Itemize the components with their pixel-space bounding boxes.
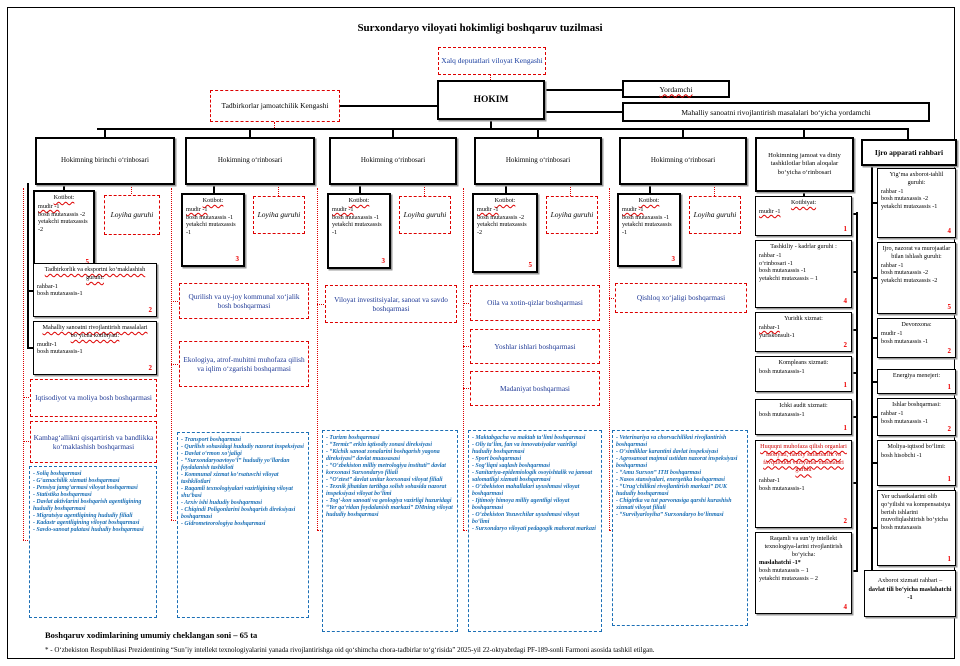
department-label: Ekologiya, atrof-muhitni muhofaza qilish va iqlim o‘zgarishi boshqarmasi <box>183 354 305 373</box>
organization-item: - Texnik jihatdan tartibga solish sohasida nazorat inspeksiyasi viloyat bo‘limi <box>326 483 447 497</box>
staff-line: bosh mutaxassis -1 <box>881 417 929 425</box>
connector-line <box>545 111 622 113</box>
organization-item: - “Termiz” erkin iqtisodiy zonasi direksiyasi <box>326 441 432 448</box>
kotibot-box-1 <box>33 190 95 270</box>
organization-item: - O‘zbekiston Yozuvchilar uyushmasi viloyat bo‘limi <box>472 511 580 525</box>
staff-line: yuriskonsult-1 <box>759 331 795 339</box>
entrepreneurs-council-label: Tadbirkorlar jamoatchilik Kengashi <box>221 101 329 111</box>
organization-item: - Turizm boshqarmasi <box>326 435 380 441</box>
staff-count: 3 <box>671 255 675 264</box>
staff-line: bosh mutaxassis-1 <box>37 290 83 298</box>
department-box <box>179 283 309 319</box>
organization-item: - Savdo-sanoat palatasi hududiy boshqarmasi <box>33 526 144 533</box>
department-label: Qurilish va uy-joy kommunal xo‘jalik bosh boshqarmasi <box>188 291 300 310</box>
box-title: Devonxona: <box>901 321 932 328</box>
connector-line <box>359 185 361 193</box>
department-box <box>30 421 157 463</box>
box-title: Ijro, nazorat va murojaatlar bilan ishlash guruhi: <box>882 245 951 260</box>
organization-item: - Davlat aktivlarini boshqarish agentligining hududiy boshqarmasi <box>33 498 142 512</box>
staff-line: bosh mutaxassis -2 <box>881 269 929 277</box>
connector-line <box>852 213 857 215</box>
connector-line <box>852 372 857 374</box>
box-title: Ichki audit xizmati: <box>779 402 828 409</box>
header-label: Hokimning o‘rinbosari <box>650 156 716 165</box>
energy-manager-box <box>877 369 956 394</box>
organization-item: - O‘zbekiston mahallalari uyushmasi viloyat boshqarmasi <box>472 483 580 497</box>
staff-line: bosh mutaxassis-1 <box>37 348 83 356</box>
department-label: Oila va xotin-qizlar boshqarmasi <box>487 298 583 308</box>
connector-line <box>852 570 857 572</box>
staff-count: 1 <box>947 475 951 484</box>
organization-item: - Ijtimoiy himoya milliy agentligi viloyat boshqarmasi <box>472 497 570 511</box>
organization-item: - Sport boshqarmasi <box>472 455 522 462</box>
total-staff-note: Boshqaruv xodimlarining umumiy cheklangan soni – 65 ta <box>45 630 258 640</box>
department-label: Kambag‘allikni qisqartirish va bandlikka ko‘maklashish boshqarmasi <box>33 432 154 451</box>
header-deputy-5 <box>619 137 747 185</box>
organization-item: - Chigirtka va tut parvonasiga qarshi kurashish xizmati viloyat filiali <box>616 497 732 511</box>
box-title: Moliya-iqtisod bo‘limi: <box>887 443 946 450</box>
department-box <box>615 283 747 313</box>
organization-item: - Statistika boshqarmasi <box>33 491 92 498</box>
kotibot-box-3 <box>327 193 391 269</box>
organization-item: - Chiqindi Poligonlarini boshqarish direksiyasi boshqarmasi <box>181 506 296 520</box>
header-label: Hokimning o‘rinbosari <box>360 156 426 165</box>
organization-item: - Sog‘liqni saqlash boshqarmasi <box>472 462 551 469</box>
organization-item: - Kommunal xizmat ko‘rsatuvchi viloyat tashkilotlari <box>181 471 279 485</box>
organization-item: - “O‘zbekiston milliy metrologiya instituti” davlat korxonasi Surxondaryo filiali <box>326 462 446 476</box>
organizations-list-4 <box>468 430 602 632</box>
staff-count: 2 <box>947 425 951 434</box>
department-box <box>470 371 600 406</box>
dotted-connector <box>23 188 24 540</box>
dotted-connector <box>171 188 172 520</box>
org-personnel-group-box <box>755 240 852 308</box>
project-group-label: Loyiha guruhi <box>403 210 447 220</box>
chancellery-box <box>877 318 956 358</box>
box-title: Tadbirkorlik va eksportni ko‘maklashish guruhi: <box>44 266 146 281</box>
staff-count: 2 <box>843 341 847 350</box>
assistant-label: Yordamchi <box>659 84 693 94</box>
staff-count: 3 <box>235 255 239 264</box>
staff-count: 3 <box>381 257 385 266</box>
organization-item: - Sanitariya-epidemiologik osoyishtalik va jamoat salomatligi xizmati boshqarmasi <box>472 469 593 483</box>
footnote: * - O‘zbekiston Respublikasi Prezidentining “Sun’iy intellekt texnologiyalarini yanada rivojlantirishga oid qo‘shimcha chora-tadbirlar to‘g‘risida” 2025-yil 22-oktyabrdagi PF-189-sonli Farmoni asosida tashkil etilgan. <box>45 646 655 654</box>
project-group-box-1 <box>104 195 160 235</box>
organization-item: - Arxiv ishi hududiy boshqarmasi <box>181 499 262 506</box>
organization-item: - Soliq boshqarmasi <box>33 471 82 477</box>
staff-line: rahbar -1 <box>881 187 904 195</box>
header-first-deputy <box>35 137 175 185</box>
header-executive-office <box>861 139 957 166</box>
connector-line <box>505 185 507 193</box>
kotibot-box-4 <box>472 193 538 273</box>
connector-line <box>27 183 29 348</box>
peoples-deputies-council-label: Xalq deputatlari viloyat Kengashi <box>441 56 543 66</box>
execution-control-group-box <box>877 242 956 314</box>
project-group-label: Loyiha guruhi <box>110 210 154 220</box>
dotted-connector <box>317 188 318 530</box>
hokim-box <box>437 80 545 120</box>
staff-line: rahbar -1 <box>881 409 904 417</box>
department-box <box>470 329 600 364</box>
digital-ai-group-box <box>755 532 852 614</box>
staff-count: 1 <box>947 555 951 564</box>
entrepreneurs-council-box <box>210 90 340 122</box>
dotted-connector <box>714 185 715 196</box>
staff-line: yetakchi mutaxassis -2 <box>477 221 527 236</box>
box-title: Energiya menejeri: <box>892 372 941 379</box>
staff-line: bosh hisobchi -1 <box>881 451 922 459</box>
organization-item: - Qurilish sohasidagi hududiy nazorat inspeksiyasi <box>181 443 304 450</box>
organization-item: - Transport boshqarmasi <box>181 437 242 443</box>
header-deputy-4 <box>474 137 602 185</box>
staff-line: yetakchi mutaxassis -1 <box>881 203 938 210</box>
law-enforcement-group-box <box>755 440 852 528</box>
organization-item: - Gidrometeorologiya boshqarmasi <box>181 520 266 527</box>
staff-line: yetakchi mutaxassis – 2 <box>759 574 818 582</box>
land-compensation-box <box>877 490 956 566</box>
box-title: Yig‘ma axborot-tahlil guruhi: <box>889 171 944 186</box>
internal-audit-box <box>755 399 852 435</box>
legal-service-box <box>755 312 852 352</box>
box-title: Kotibiyat: <box>790 199 817 206</box>
dotted-connector <box>424 185 425 196</box>
kotibot-title: Kotibot: <box>348 197 370 204</box>
staff-count: 4 <box>947 227 951 236</box>
organizations-list-5 <box>612 430 748 626</box>
staff-line: mudir -1 <box>622 205 644 213</box>
staff-count: 1 <box>843 381 847 390</box>
header-deputy-religious <box>755 137 854 192</box>
staff-line: bosh mutaxassis -2 <box>38 210 86 218</box>
project-group-box-4 <box>546 196 598 234</box>
staff-count: 4 <box>843 603 847 612</box>
organization-item: - Agrosanoat majmui ustidan nazorat inspeksiyasi boshqarmasi <box>616 455 738 469</box>
industry-assistant-label: Mahalliy sanoatni rivojlantirish masalalari bo‘yicha yordamchi <box>681 107 871 117</box>
staff-line-bold: maslahatchi -1* <box>759 559 801 567</box>
header-label: Hokimning jamoat va diniy tashkilotlar bilan aloqalar bo‘yicha o‘rinbosari <box>768 151 841 176</box>
department-box <box>470 285 600 321</box>
project-group-box-5 <box>689 196 741 234</box>
department-box <box>325 285 457 323</box>
department-label: Viloyat investitsiyalar, sanoat va savdo boshqarmasi <box>334 294 448 313</box>
dotted-connector <box>274 122 275 128</box>
organization-item: - “Surxondaryoavtoyo‘l” hududiy yo‘llardan foydalanish tashkiloti <box>181 457 290 471</box>
staff-count: 1 <box>947 383 951 392</box>
organization-item: - “Amu Surxon” ITH boshqarmasi <box>616 469 702 476</box>
kotibot-title: Kotibot: <box>202 197 224 204</box>
page-title: Surxondaryo viloyati hokimligi boshqaruv tuzilmasi <box>357 22 603 34</box>
peoples-deputies-council-box <box>438 47 546 75</box>
connector-line <box>852 416 857 418</box>
box-title: Axborot xizmati rahbari – <box>877 577 943 585</box>
organization-item: - G‘aznachilik xizmati boshqarmasi <box>33 477 120 484</box>
department-label: Madaniyat boshqarmasi <box>500 383 570 393</box>
organization-item: - Nasos stansiyalari, energetika boshqarmasi <box>616 476 725 483</box>
staff-line: o‘rinbosari -1 <box>759 259 793 267</box>
organization-item: - Kadastr agentligining viloyat boshqarmasi <box>33 519 140 526</box>
kotibot-title: Kotibot: <box>53 194 75 201</box>
organization-item: - Davlat o‘rmon xo‘jaligi <box>181 450 242 457</box>
kotibot-title: Kotibot: <box>638 197 660 204</box>
dotted-connector <box>609 188 610 530</box>
header-deputy-3 <box>329 137 457 185</box>
header-label: Hokimning birinchi o‘rinbosari <box>61 156 149 165</box>
staff-line: bosh mutaxassis -1 <box>881 337 929 345</box>
staff-line: bosh mutaxassis -1 <box>759 267 807 275</box>
dotted-connector <box>278 185 279 196</box>
assistant-box <box>622 80 730 98</box>
staff-line: mudir -1 <box>332 205 354 213</box>
box-title: Mahalliy sanoatni rivojlantirish masalalari bo‘yicha kotibiyati: <box>42 324 148 339</box>
organization-item: - Maktabgacha va maktab ta‘limi boshqarmasi <box>472 435 586 441</box>
kotibot-box-5 <box>617 193 681 267</box>
local-industry-secretariat-box <box>33 321 157 375</box>
staff-line: yetakchi mutaxassis – 1 <box>759 275 818 282</box>
staff-line-bold: davlat tili bo‘yicha maslahatchi -1 <box>868 586 952 601</box>
connector-line <box>852 329 857 331</box>
entrepreneurship-export-group-box <box>33 263 157 317</box>
project-group-label: Loyiha guruhi <box>693 210 737 220</box>
compliance-service-box <box>755 356 852 392</box>
staff-line: mudir -1 <box>881 329 903 337</box>
staff-line: rahbar-1 <box>759 323 780 331</box>
affairs-department-box <box>877 398 956 436</box>
organizations-list-1 <box>29 466 157 618</box>
staff-line: bosh mutaxassis – 1 <box>759 567 809 574</box>
organization-item: - Tog‘-kon sanoati va geologiya vazirligi huzuridagi “Yer qa‘ridan foydalanish markazi” DMning viloyat hududiy boshqarmasi <box>326 497 453 518</box>
box-title: Raqamli va sun’iy intellekt texnologiya-larini rivojlantirish bo‘yicha: <box>764 535 843 558</box>
organization-item: - “O‘ztest” davlat unitar korxonasi viloyat filiali <box>326 476 443 483</box>
connector-line <box>852 482 857 484</box>
secretariat-box <box>755 196 852 236</box>
box-title: Kompleans xizmati: <box>778 359 829 366</box>
department-box <box>30 379 157 417</box>
box-title: Yuridik xizmat: <box>784 315 823 322</box>
staff-line: yetakchi mutaxassis -1 <box>186 221 236 236</box>
organizations-list-3 <box>322 430 458 632</box>
dotted-connector <box>463 188 464 530</box>
staff-count: 2 <box>947 347 951 356</box>
staff-line: mudir -1 <box>759 207 781 215</box>
organization-item: - Surxondaryo viloyati pedagogik mahorat markazi <box>472 525 596 532</box>
department-label: Qishloq xo‘jaligi boshqarmasi <box>636 293 726 303</box>
box-title: Huquqni muhofaza qilish organlari faoliyati, harbiy safarbarlik va favqulodda vaziyatlar masalalari guruhi <box>760 443 847 474</box>
staff-line: bosh mutaxassis -1 <box>186 213 234 221</box>
box-title: Ishlar boshqarmasi: <box>892 401 941 408</box>
connector-line <box>213 185 215 193</box>
info-analysis-group-box <box>877 168 956 238</box>
connector-line <box>97 128 908 130</box>
staff-count: 1 <box>843 424 847 433</box>
connector-line <box>340 105 437 107</box>
staff-line: yetakchi mutaxassis -2 <box>881 277 938 284</box>
industry-assistant-box <box>622 102 930 122</box>
staff-line: rahbar-1 <box>37 282 58 290</box>
project-group-label: Loyiha guruhi <box>257 210 301 220</box>
staff-line: rahbar -1 <box>759 251 782 259</box>
organization-item: - Migratsiya agentligining hududiy filiali <box>33 512 133 519</box>
organization-item: - Pensiya jamg‘armasi viloyat boshqarmasi <box>33 484 138 491</box>
staff-line: yetakchi mutaxassis -1 <box>622 221 672 236</box>
staff-line: mudir-1 <box>37 340 57 348</box>
staff-count: 2 <box>148 364 152 373</box>
organization-item: - “Urug‘chilikni rivojlantirish markazi” DUK hududiy boshqarmasi <box>616 483 727 497</box>
connector-line <box>545 89 622 91</box>
organization-item: - Raqamli texnologiyalari vazirligining viloyat shu‘basi <box>181 485 293 499</box>
header-label: Hokimning o‘rinbosari <box>505 156 571 165</box>
staff-count: 2 <box>843 517 847 526</box>
dotted-connector <box>570 185 571 196</box>
staff-line: bosh mutaxassis -1 <box>332 213 380 221</box>
organizations-list-2 <box>177 432 309 618</box>
box-title: Tashkiliy - kadrlar guruhi : <box>770 243 837 250</box>
connector-line <box>852 271 857 273</box>
department-label: Iqtisodiyot va moliya bosh boshqarmasi <box>35 393 152 403</box>
staff-line: rahbar-1 <box>759 477 780 484</box>
staff-line: bosh mutaxassis -2 <box>477 213 525 221</box>
hokim-label: HOKIM <box>473 95 509 105</box>
staff-line: bosh mutaxassis -1 <box>622 213 670 221</box>
staff-line: rahbar -1 <box>881 261 904 269</box>
organization-item: - “Kichik sanoat zonalarini boshqarish yagona direksiyasi” davlat muassasasi <box>326 448 440 462</box>
connector-line <box>856 212 858 572</box>
organization-item: - O‘simliklar karantini davlat inspeksiyasi <box>616 448 719 455</box>
staff-line: bosh mutaxassis -2 <box>881 195 929 203</box>
staff-line: bosh mutaxassis-1 <box>759 410 805 418</box>
department-label: Yoshlar ishlari boshqarmasi <box>494 341 576 351</box>
finance-economy-box <box>877 440 956 486</box>
project-group-box-2 <box>253 196 305 234</box>
organization-item: - Oliy ta‘lim, fan va innovatsiyalar vazirligi hududiy boshqarmasi <box>472 441 577 455</box>
organization-item: - “Survilyarloyiha” Surxondaryo bo‘linmasi <box>616 511 724 518</box>
staff-count: 5 <box>947 303 951 312</box>
staff-count: 4 <box>843 297 847 306</box>
staff-line: bosh mutaxassis-1 <box>759 484 805 492</box>
staff-count: 2 <box>148 306 152 315</box>
staff-count: 5 <box>528 261 532 270</box>
staff-line: mudir -1 <box>38 202 60 210</box>
header-label: Hokimning o‘rinbosari <box>217 156 283 165</box>
staff-line: yetakchi mutaxassis -1 <box>332 221 382 236</box>
info-service-head-box <box>864 570 956 617</box>
staff-line: yetakchi mutaxassis -2 <box>38 218 88 233</box>
organization-item: - Veterinariya va chorvachilikni rivojlantirish boshqarmasi <box>616 435 727 448</box>
department-box <box>179 341 309 387</box>
kotibot-title: Kotibot: <box>494 197 516 204</box>
staff-line: bosh mutaxassis-1 <box>759 367 805 375</box>
staff-count: 1 <box>843 225 847 234</box>
box-title: Yer uchastkalarini olib qo‘yilishi va kompensatsiya berish ishlarini muvofiqlashtirish bo‘yicha bosh mutaxassis <box>881 493 951 531</box>
header-label: Ijro apparati rahbari <box>874 147 944 157</box>
header-deputy-2 <box>185 137 315 185</box>
staff-line: mudir -1 <box>477 205 499 213</box>
project-group-label: Loyiha guruhi <box>550 210 594 220</box>
connector-line <box>649 185 651 193</box>
project-group-box-3 <box>399 196 451 234</box>
kotibot-box-2 <box>181 193 245 267</box>
staff-line: mudir -1 <box>186 205 208 213</box>
